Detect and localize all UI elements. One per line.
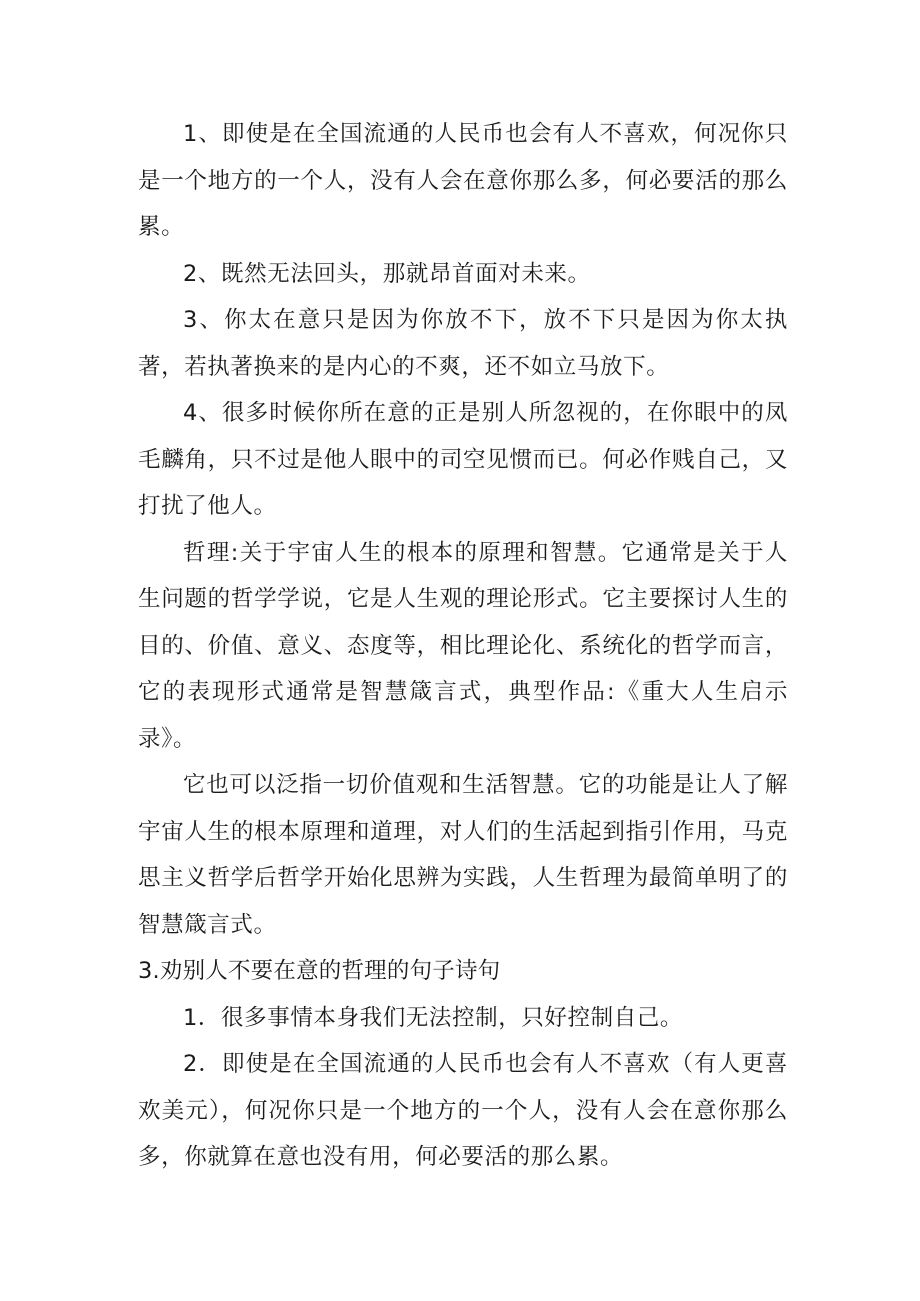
section-item-1: 1．很多事情本身我们无法控制，只好控制自己。 [183,1004,684,1031]
paragraph-2: 2、既然无法回头，那就昂首面对未来。 [183,260,591,287]
section-item-2: 2．即使是在全国流通的人民币也会有人不喜欢（有人更喜欢美元），何况你只是一个地方的一个人，没有人会在意你那么多，你就算在意也没有用，何必要活的那么累。 [138,1051,788,1170]
section-heading: 3.劝别人不要在意的哲理的句子诗句 [138,958,501,984]
paragraph-3: 3、你太在意只是因为你放不下，放不下只是因为你太执著，若执著换来的是内心的不爽，还不如立马放下。 [138,307,788,380]
paragraph-1: 1、即使是在全国流通的人民币也会有人不喜欢，何况你只是一个地方的一个人，没有人会在意你那么多，何必要活的那么累。 [138,121,788,240]
document-body [138,111,788,1181]
paragraph-philosophy-function: 它也可以泛指一切价值观和生活智慧。它的功能是让人了解宇宙人生的根本原理和道理，对人们的生活起到指引作用，马克思主义哲学后哲学开始化思辨为实践，人生哲理为最简单明了的智慧箴言式。 [138,772,788,938]
paragraph-philosophy-definition: 哲理:关于宇宙人生的根本的原理和智慧。它通常是关于人生问题的哲学学说，它是人生观的理论形式。它主要探讨人生的目的、价值、意义、态度等，相比理论化、系统化的哲学而言，它的表现形式通常是智慧箴言式，典型作品:《重大人生启示录》。 [138,539,788,752]
paragraph-4: 4、很多时候你所在意的正是别人所忽视的，在你眼中的凤毛麟角，只不过是他人眼中的司空见惯而已。何必作贱自己，又打扰了他人。 [138,400,788,519]
